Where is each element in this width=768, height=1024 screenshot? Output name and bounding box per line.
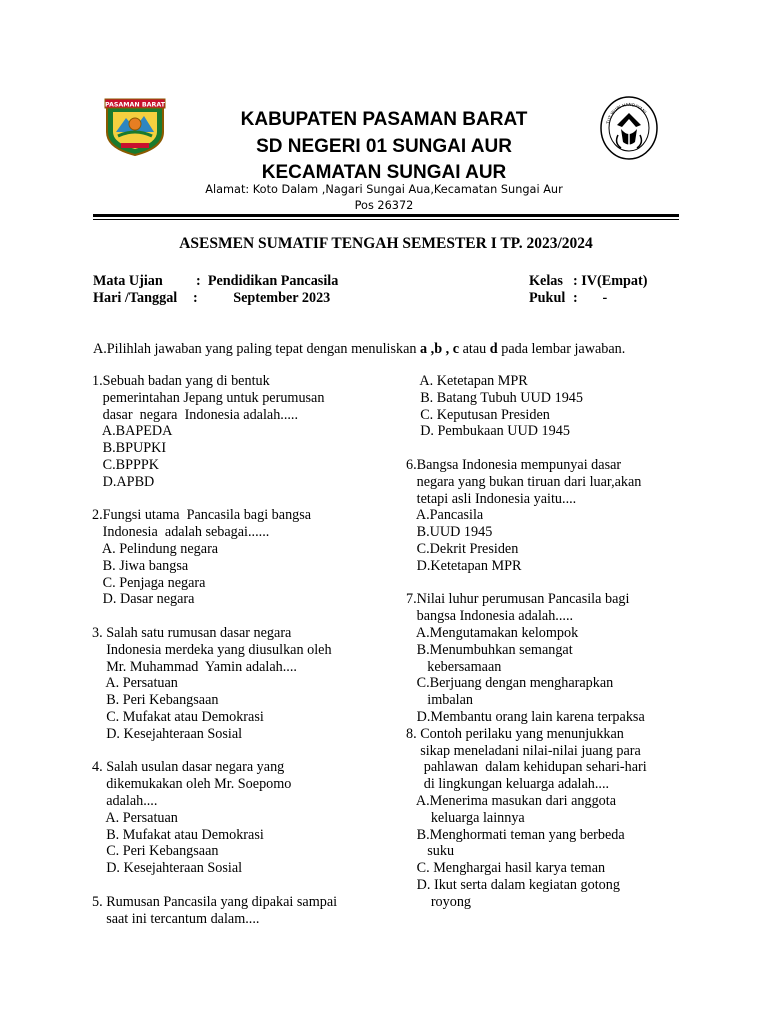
time-value: : -: [573, 290, 608, 306]
question-line: 7.Nilai luhur perumusan Pancasila bagi: [406, 591, 630, 608]
question-line: adalah....: [92, 793, 158, 809]
subject-value: : Pendidikan Pancasila: [196, 273, 339, 289]
question-line: negara yang bukan tiruan dari luar,akan: [406, 473, 642, 490]
instruction-letter-d: d: [489, 341, 498, 357]
instruction-text: [93, 340, 625, 358]
question-line: B.BPUPKI: [92, 440, 167, 457]
question-line: 1.Sebuah badan yang di bentuk: [92, 373, 270, 389]
question-line: 3. Salah satu rumusan dasar negara: [92, 625, 292, 641]
question-line: 5. Rumusan Pancasila yang dipakai sampai: [92, 893, 338, 910]
school-name: SD NEGERI 01 SUNGAI AUR: [256, 136, 512, 157]
letterhead-rule-thin: [93, 219, 679, 220]
question-line: B. Mufakat atau Demokrasi: [92, 826, 264, 843]
question-line: A. Persatuan: [92, 675, 178, 692]
question-line: A. Ketetapan MPR: [406, 373, 528, 389]
question-line: D. Ikut serta dalam kegiatan gotong: [406, 877, 620, 893]
question-line: D.APBD: [92, 473, 155, 490]
question-line: 8. Contoh perilaku yang menunjukkan: [406, 725, 624, 742]
question-line: B.UUD 1945: [406, 524, 493, 541]
question-line: D. Pembukaan UUD 1945: [406, 423, 570, 440]
logo-ring-text: TUT WURI HANDAYANI: [605, 101, 648, 125]
question-line: B.Menumbuhkan semangat: [406, 641, 573, 658]
question-line: A.Mengutamakan kelompok: [406, 625, 579, 641]
question-line: C. Menghargai hasil karya teman: [406, 860, 606, 877]
subject-label: Mata Ujian: [93, 273, 163, 289]
question-line: C.Dekrit Presiden: [406, 541, 519, 557]
question-line: A.Menerima masukan dari anggota: [406, 793, 616, 809]
question-line: Mr. Muhammad Yamin adalah....: [92, 658, 297, 675]
school-address: Alamat: Koto Dalam ,Nagari Sungai Aua,Kecamatan Sungai Aur: [205, 183, 563, 196]
question-line: D. Kesejahteraan Sosial: [92, 725, 243, 742]
question-line: pemerintahan Jepang untuk perumusan: [92, 389, 325, 406]
question-line: dikemukakan oleh Mr. Soepomo: [92, 776, 292, 793]
question-line: D.Ketetapan MPR: [406, 557, 522, 574]
question-line: B.Menghormati teman yang berbeda: [406, 826, 625, 843]
question-line: Indonesia merdeka yang diusulkan oleh: [92, 641, 332, 658]
regency-name: KABUPATEN PASAMAN BARAT: [240, 109, 528, 130]
instruction-atau: atau: [459, 341, 490, 357]
question-line: suku: [406, 843, 455, 860]
question-line: C.BPPPK: [92, 457, 160, 473]
question-line: C. Peri Kebangsaan: [92, 843, 219, 860]
question-line: Indonesia adalah sebagai......: [92, 524, 270, 541]
question-line: di lingkungan keluarga adalah....: [406, 776, 610, 793]
question-line: C. Keputusan Presiden: [406, 406, 550, 423]
question-line: 4. Salah usulan dasar negara yang: [92, 759, 285, 776]
question-line: B. Jiwa bangsa: [92, 557, 189, 574]
question-line: B. Batang Tubuh UUD 1945: [406, 389, 583, 406]
logo-banner-text: PASAMAN BARAT: [104, 101, 166, 109]
question-line: bangsa Indonesia adalah.....: [406, 608, 574, 625]
question-line: A. Pelindung negara: [92, 541, 219, 557]
question-line: 2.Fungsi utama Pancasila bagi bangsa: [92, 507, 312, 524]
question-line: B. Peri Kebangsaan: [92, 692, 219, 709]
postal-code: Pos 26372: [354, 199, 414, 212]
question-line: sikap meneladani nilai-nilai juang para: [406, 742, 641, 759]
question-line: D. Kesejahteraan Sosial: [92, 860, 243, 877]
question-line: C.Berjuang dengan mengharapkan: [406, 675, 614, 692]
question-line: D. Dasar negara: [92, 591, 195, 608]
question-line: royong: [406, 893, 472, 910]
class-value: : IV(Empat): [573, 273, 648, 289]
date-value: : September 2023: [193, 290, 331, 306]
instruction-letters-abc: a ,b , c: [420, 341, 460, 357]
instruction-before: A.Pilihlah jawaban yang paling tepat dengan menuliskan: [93, 341, 421, 357]
time-label: Pukul: [529, 290, 566, 306]
class-label: Kelas: [529, 273, 563, 289]
letterhead-rule-thick: [93, 214, 679, 217]
question-line: kebersamaan: [406, 658, 502, 675]
question-line: A.Pancasila: [406, 507, 484, 524]
question-line: imbalan: [406, 692, 473, 709]
exam-title: ASESMEN SUMATIF TENGAH SEMESTER I TP. 2023/2024: [179, 235, 593, 252]
question-line: pahlawan dalam kehidupan sehari-hari: [406, 759, 647, 776]
question-line: D.Membantu orang lain karena terpaksa: [406, 709, 645, 725]
question-line: A.BAPEDA: [92, 423, 173, 440]
question-line: C. Mufakat atau Demokrasi: [92, 709, 264, 725]
question-line: 6.Bangsa Indonesia mempunyai dasar: [406, 457, 622, 473]
date-label: Hari /Tanggal: [93, 290, 178, 306]
question-line: saat ini tercantum dalam....: [92, 910, 260, 927]
question-line: A. Persatuan: [92, 809, 178, 826]
question-line: keluarga lainnya: [406, 809, 525, 826]
district-name: KECAMATAN SUNGAI AUR: [261, 162, 507, 183]
question-line: tetapi asli Indonesia yaitu....: [406, 490, 577, 507]
question-line: C. Penjaga negara: [92, 574, 206, 591]
question-line: dasar negara Indonesia adalah.....: [92, 406, 299, 423]
instruction-after: pada lembar jawaban.: [497, 341, 626, 357]
